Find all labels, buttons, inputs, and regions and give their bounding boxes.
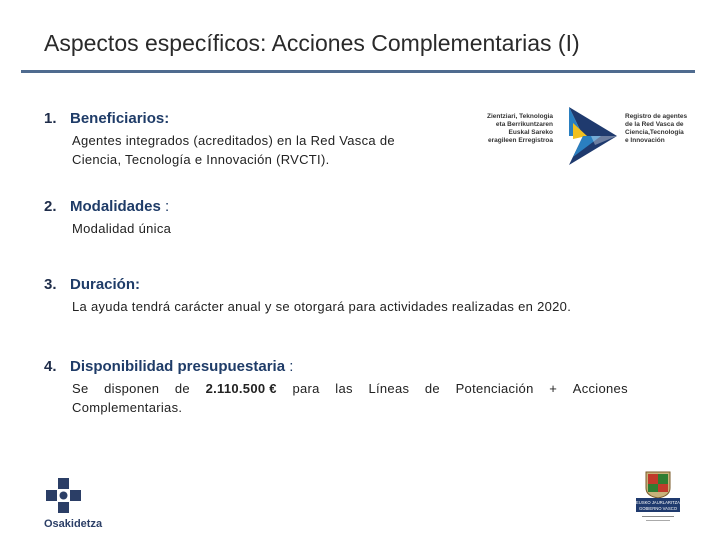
body-word: para xyxy=(292,381,320,396)
rvcti-spanish-text xyxy=(625,113,697,145)
title-divider xyxy=(21,70,695,73)
logo-text-line: e Innovación xyxy=(625,137,665,144)
section-body xyxy=(72,297,644,316)
section-body xyxy=(72,219,644,238)
body-line: La ayuda tendrá carácter anual y se otorgará para actividades realizadas en 2020. xyxy=(72,299,572,314)
section-number: 1. xyxy=(44,110,57,127)
body-word: Potenciación xyxy=(455,381,534,396)
logo-text-line: eta Berrikuntzaren xyxy=(495,121,553,128)
body-line: Complementarias. xyxy=(72,400,183,415)
body-line: Ciencia, Tecnología e Innovación (RVCTI). xyxy=(72,152,330,167)
slide-title: Aspectos específicos: Acciones Complementarias (I) xyxy=(44,30,580,56)
body-word: las xyxy=(335,381,353,396)
body-word: Acciones xyxy=(572,381,628,396)
logo-text-line: Ciencia,Tecnología xyxy=(625,129,684,136)
body-line xyxy=(72,379,628,398)
section-title: Modalidades xyxy=(70,198,161,215)
budget-amount: 2.110.500 € xyxy=(205,381,277,396)
section-title: Disponibilidad presupuestaria xyxy=(70,358,286,375)
section-body xyxy=(72,379,628,417)
section-title: Duración: xyxy=(70,276,141,293)
section-heading xyxy=(44,198,644,215)
body-word: Líneas xyxy=(368,381,410,396)
gobierno-vasco-logo xyxy=(632,470,684,526)
gv-band-text: EUSKO JAURLARITZA xyxy=(636,500,680,505)
rvcti-basque-text xyxy=(487,113,553,145)
basque-government-shield-icon xyxy=(632,470,684,526)
section-heading xyxy=(44,276,644,293)
section-duracion xyxy=(44,276,644,316)
body-word: + xyxy=(549,381,558,396)
section-disponibilidad xyxy=(44,358,644,417)
section-heading xyxy=(44,358,644,375)
osakidetza-cross-icon xyxy=(44,478,84,514)
logo-text-line: eragileen Erregistroa xyxy=(487,137,553,144)
logo-text-line: Registro de agentes xyxy=(625,113,688,120)
rvcti-logo xyxy=(487,105,697,169)
section-modalidades xyxy=(44,198,644,238)
body-word: disponen xyxy=(104,381,160,396)
body-line: Modalidad única xyxy=(72,221,172,236)
logo-text-line: Zientziari, Teknologia xyxy=(487,113,553,120)
rvcti-mark-icon xyxy=(565,105,621,167)
section-title-suffix: : xyxy=(285,358,294,375)
osakidetza-logo xyxy=(44,478,103,530)
section-title-suffix: : xyxy=(160,198,170,215)
gv-band-text-2: GOBIERNO VASCO xyxy=(638,506,678,511)
section-number: 2. xyxy=(44,198,57,215)
section-title: Beneficiarios: xyxy=(70,110,170,127)
osakidetza-name: Osakidetza xyxy=(44,518,103,530)
section-number: 4. xyxy=(44,358,57,375)
logo-text-line: Euskal Sareko xyxy=(508,129,553,136)
body-word: de xyxy=(424,381,440,396)
body-word: Se xyxy=(72,381,89,396)
section-number: 3. xyxy=(44,276,57,293)
body-word: de xyxy=(174,381,190,396)
body-line: Agentes integrados (acreditados) en la Red Vasca de xyxy=(72,133,395,148)
logo-text-line: de la Red Vasca de xyxy=(625,121,684,128)
